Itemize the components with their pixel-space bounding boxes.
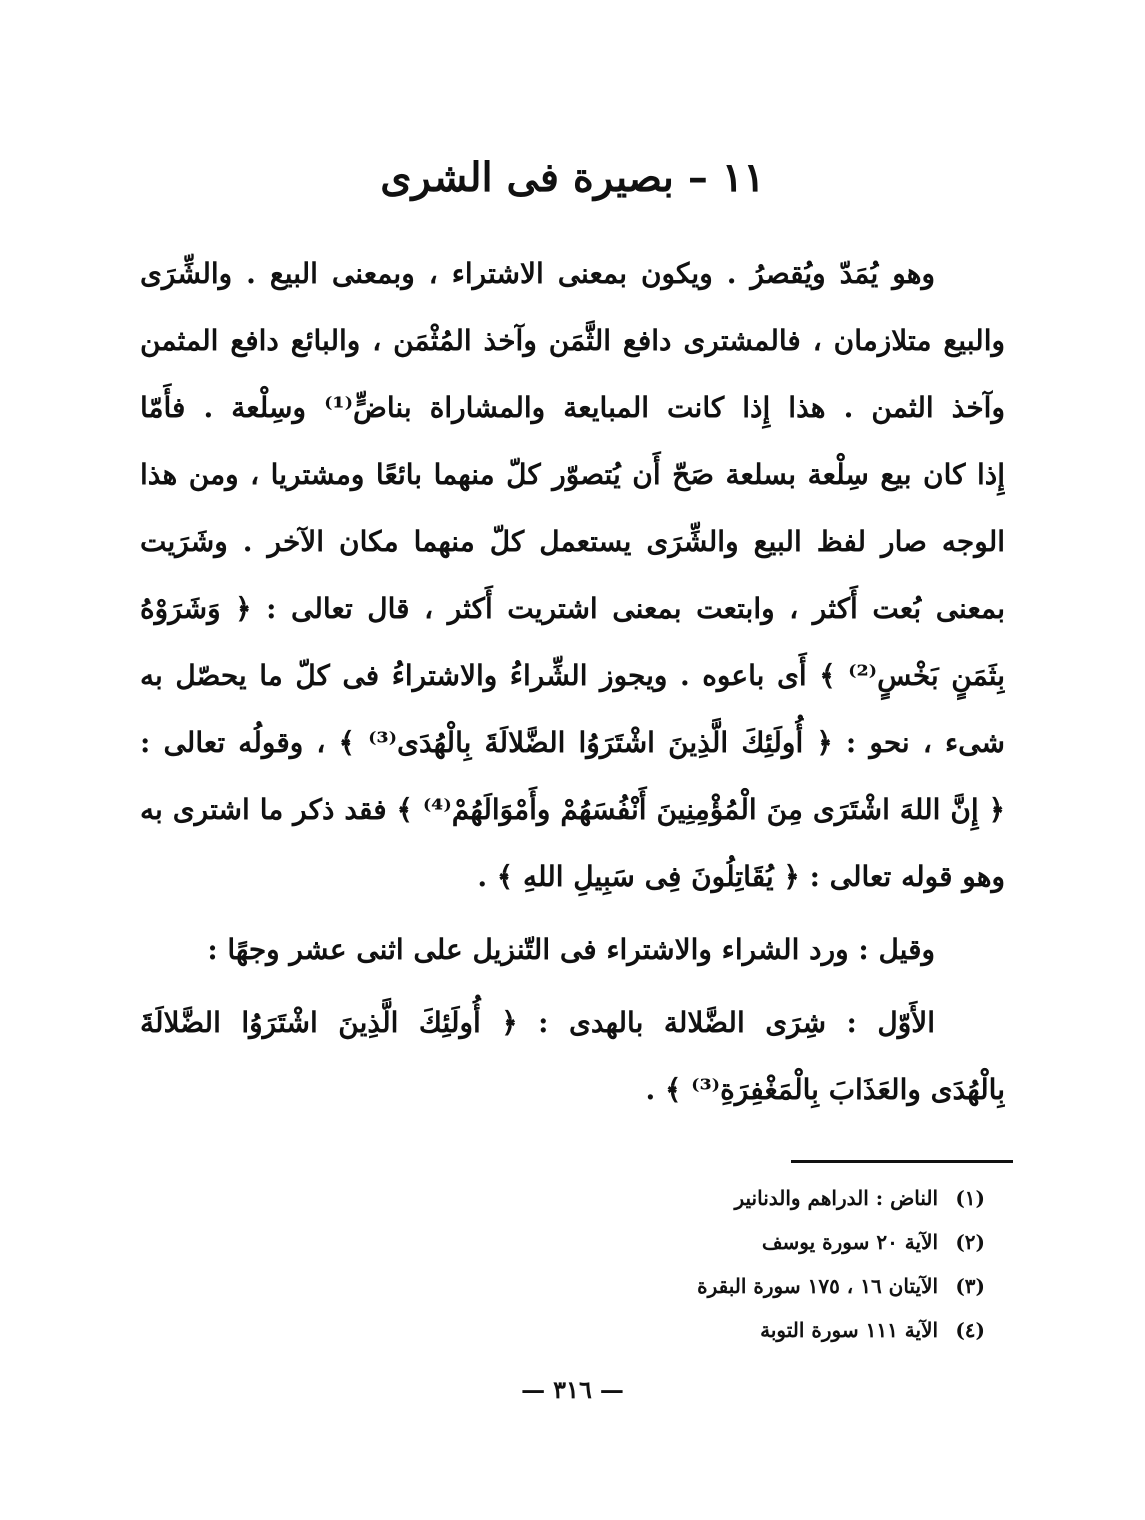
section-title: بصيرة فى الشرى: [380, 154, 674, 201]
section-number: ١١ –: [687, 154, 765, 201]
body-text: [140, 240, 1005, 1123]
footnote-number: (٤): [955, 1318, 985, 1342]
footnotes: [465, 1176, 985, 1352]
footnote: [465, 1220, 985, 1264]
footnote: [465, 1308, 985, 1352]
text-line: إِذا كان بيع سِلْعة بسلعة صَحّ أَن يُتصوّر كلّ منهما بائعًا ومشتريا ، ومن هذا: [140, 458, 1005, 491]
footnote-text: الآية ١١١ سورة التوبة: [760, 1318, 939, 1342]
footnote-text: الناض : الدراهم والدنانير: [734, 1186, 939, 1210]
dash: —: [521, 1375, 546, 1404]
footnote-number: (١): [955, 1186, 985, 1210]
page-number-value: ٣١٦: [553, 1375, 592, 1404]
text-line: بِثَمَنٍ بَخْسٍ⁽²⁾ ﴾ أَى باعوه . ويجوز الشِّراءُ والاشتراءُ فى كلّ ما يحصّل به: [140, 659, 1005, 692]
section-heading: [0, 148, 1145, 208]
dash: —: [599, 1375, 624, 1404]
footnote-number: (٢): [955, 1230, 985, 1254]
text-line: شىء ، نحو : ﴿ أُولَئِكَ الَّذِينَ اشْتَرَوُا الضَّلالَةَ بِالْهُدَى⁽³⁾ ﴾ ، وقولُه تعالى :: [140, 726, 1005, 759]
text-line: وهو يُمَدّ ويُقصرُ . ويكون بمعنى الاشتراء ، وبمعنى البيع . والشِّرَى: [140, 257, 935, 290]
footnote-number: (٣): [955, 1274, 985, 1298]
footnote: [465, 1264, 985, 1308]
text-line: بمعنى بُعت أَكثر ، وابتعت بمعنى اشتريت أَكثر ، قال تعالى : ﴿ وَشَرَوْهُ: [140, 592, 1005, 625]
text-line: الأَوّل : شِرَى الضَّلالة بالهدى : ﴿ أُولَئِكَ الَّذِينَ اشْتَرَوُا الضَّلالَةَ: [140, 1006, 935, 1039]
text-line: وقيل : ورد الشراء والاشتراء فى التّنزيل على اثنى عشر وجهًا :: [207, 933, 935, 966]
footnote-separator: [791, 1160, 1013, 1163]
text-line: وآخذ الثمن . هذا إِذا كانت المبايعة والمشاراة بناضٍّ⁽¹⁾ وسِلْعة . فأَمّا: [140, 391, 1005, 424]
footnote: [465, 1176, 985, 1220]
page-number: [0, 1370, 1145, 1410]
text-line: بِالْهُدَى والعَذَابَ بِالْمَغْفِرَةِ⁽³⁾ ﴾ .: [645, 1073, 1005, 1106]
text-line: الوجه صار لفظ البيع والشِّرَى يستعمل كلّ منهما مكان الآخر . وشَرَيت: [140, 525, 1005, 558]
text-line: وهو قوله تعالى : ﴿ يُقَاتِلُونَ فِى سَبِيلِ اللهِ ﴾ .: [477, 860, 1005, 893]
footnote-text: الآيتان ١٦ ، ١٧٥ سورة البقرة: [697, 1274, 939, 1298]
text-line: والبيع متلازمان ، فالمشترى دافع الثَّمَن وآخذ المُثْمَن ، والبائع دافع المثمن: [140, 324, 1005, 357]
footnote-text: الآية ٢٠ سورة يوسف: [761, 1230, 939, 1254]
text-line: ﴿ إِنَّ اللهَ اشْتَرَى مِنَ الْمُؤْمِنِينَ أَنْفُسَهُمْ وأَمْوَالَهُمْ⁽⁴⁾ ﴾ فقد ذكر ما اشترى به: [140, 793, 1005, 826]
